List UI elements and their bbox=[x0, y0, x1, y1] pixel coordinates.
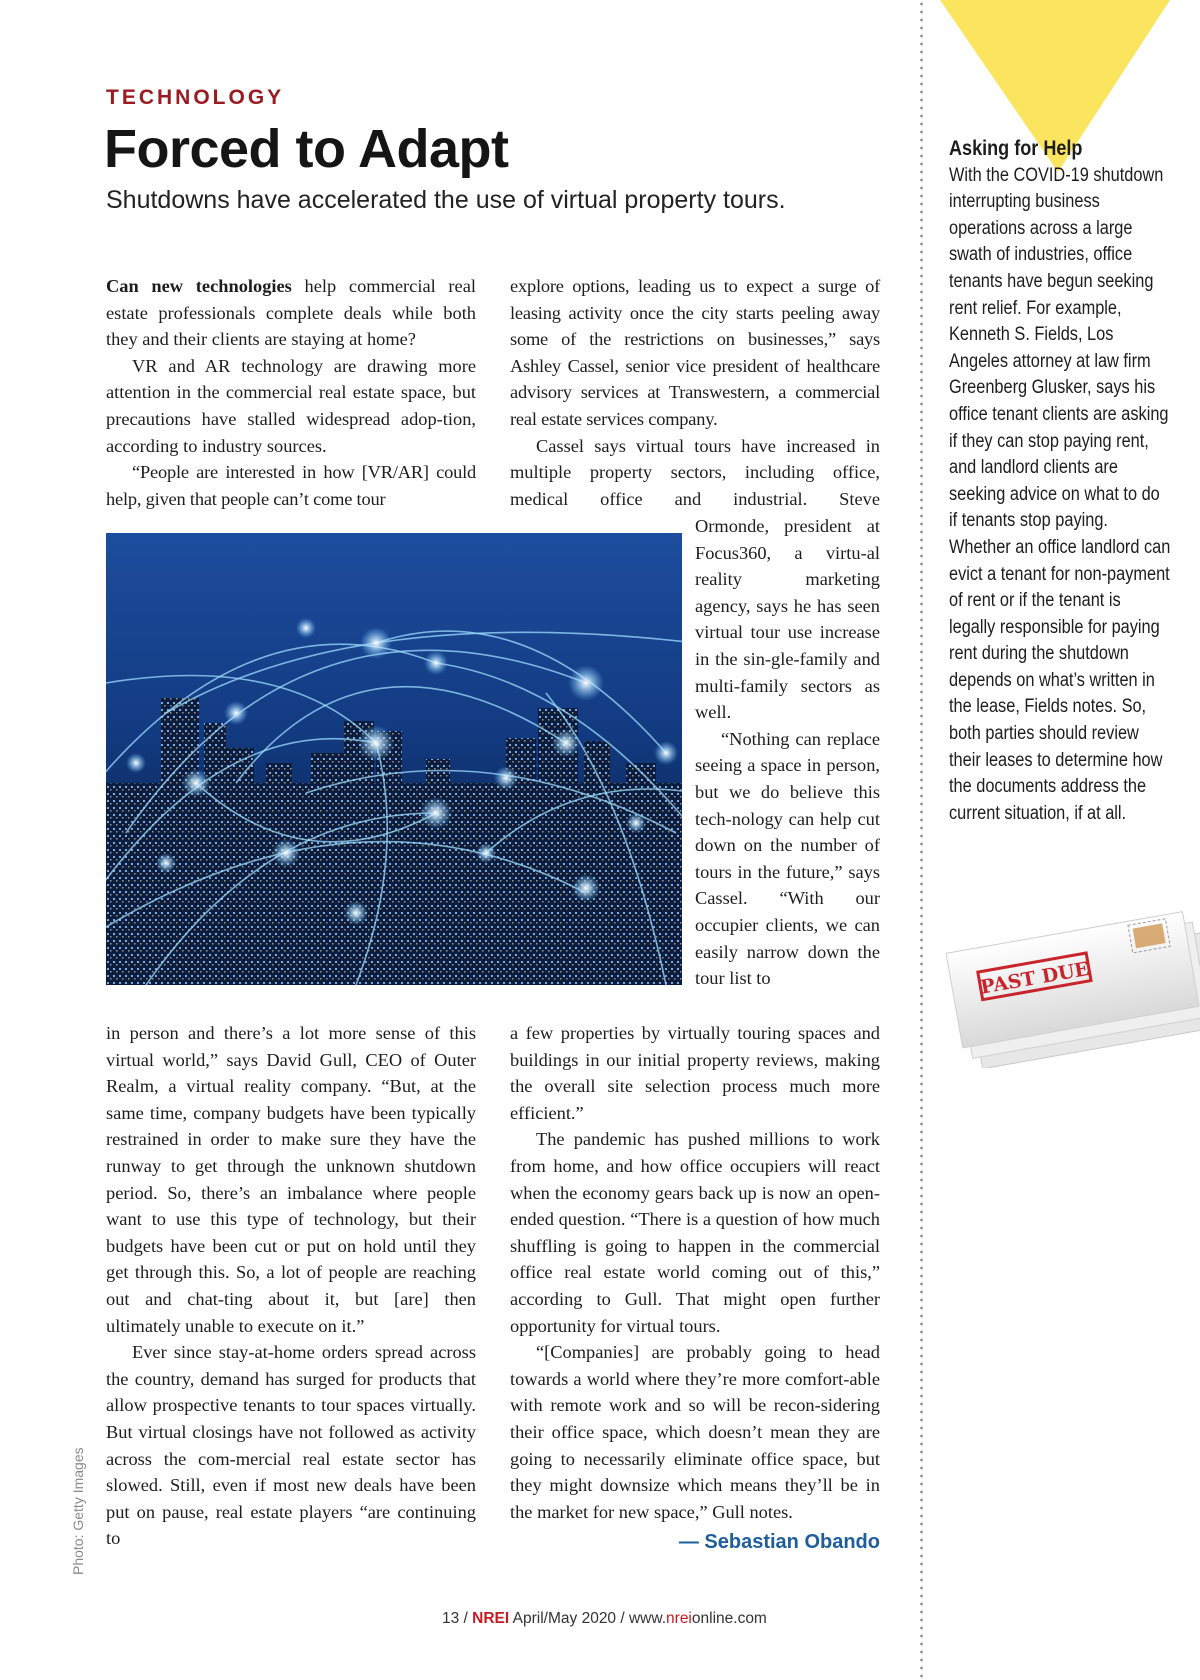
paragraph: VR and AR technology are drawing more attention in the commercial real estate space, but precautions have stalled widespread adop-tion, according to industry sources. bbox=[106, 355, 476, 456]
page-footer bbox=[442, 1610, 767, 1628]
sidebar-body: With the COVID-19 shutdown interrupting business operations across a large swath of industries, office tenants have begun seeking rent relief. For example, Kenneth S. Fields, Los Angeles attorney at law firm Greenberg Glusker, says his office tenant clients are asking if they can stop paying rent, and landlord clients are seeking advice on what to do if tenants stop paying. Whether an office landlord can evict a tenant for non-payment of rent or if the tenant is legally responsible for paying rent during the shutdown depends on what’s written in the lease, Fields notes. So, both parties should review their leases to determine how the documents address the current situation, if at all. bbox=[949, 164, 1171, 824]
city-network-image bbox=[106, 533, 682, 985]
column-1-bottom bbox=[106, 1020, 476, 1552]
sidebar-title: Asking for Help bbox=[949, 137, 1083, 160]
column-2-bottom bbox=[510, 1020, 880, 1556]
lead-in: Can new technologies bbox=[106, 276, 292, 296]
paragraph-text: help commercial real estate professionals complete deals while both they and their clients are staying at home? bbox=[106, 276, 476, 350]
deck: Shutdowns have accelerated the use of virtual property tours. bbox=[106, 186, 786, 214]
headline: Forced to Adapt bbox=[104, 119, 509, 179]
paragraph: Ormonde, president at Focus360, a virtu-al reality marketing agency, says he has seen virtual tour use increase in the sin-gle-family and multi-family sectors as well. bbox=[695, 516, 880, 723]
paragraph: Ever since stay-at-home orders spread across the country, demand has surged for products that allow prospective tenants to tour spaces virtually. But virtual closings have not followed as activity across the com-mercial real estate sector has slowed. Still, even if most new deals have been put on pause, real estate players “are continuing to bbox=[106, 1342, 476, 1549]
byline: — Sebastian Obando bbox=[678, 1531, 880, 1554]
url-brand[interactable]: nrei bbox=[666, 1610, 692, 1627]
url-prefix[interactable]: www. bbox=[628, 1610, 667, 1627]
brand-name: NREI bbox=[472, 1610, 510, 1627]
paragraph: “[Companies] are probably going to head towards a world where they’re more comfort-able with remote work and so will be recon-sidering their office space, which doesn’t mean they are going to necessarily eliminate office space, but they might downsize which means they’ll be in the market for new space,” Gull notes. bbox=[510, 1342, 880, 1522]
column-divider bbox=[920, 0, 923, 1680]
city-network-photo bbox=[106, 533, 682, 985]
paragraph: “People are interested in how [VR/AR] could help, given that people can’t come tour bbox=[106, 462, 476, 509]
page-number: 13 bbox=[442, 1610, 460, 1627]
past-due-envelopes-image bbox=[942, 908, 1200, 1068]
sidebar bbox=[949, 136, 1171, 827]
paragraph: The pandemic has pushed millions to work from home, and how office occupiers will react when the economy gears back up is now an open-ended question. “There is a question of how much shuffling is going to happen in the commercial office real estate world coming out of this,” according to Gull. That might open further opportunity for virtual tours. bbox=[510, 1129, 880, 1336]
past-due-text: PAST DUE bbox=[978, 957, 1091, 999]
paragraph bbox=[106, 273, 476, 353]
paragraph: “Nothing can replace seeing a space in person, but we do believe this tech-nology can help cut down on the number of tours in the future,” says Cassel. “With our occupier clients, we can easily narrow down the tour list to bbox=[695, 728, 880, 989]
column-2-top bbox=[510, 273, 880, 512]
photo-credit: Photo: Getty Images bbox=[70, 1447, 86, 1575]
section-label: TECHNOLOGY bbox=[106, 86, 285, 109]
paragraph: explore options, leading us to expect a surge of leasing activity once the city starts peeling away some of the restrictions on businesses,” says Ashley Cassel, senior vice president of healthcare advisory services at Transwestern, a commercial real estate services company. bbox=[510, 276, 880, 429]
column-1-top bbox=[106, 273, 476, 512]
paragraph: in person and there’s a lot more sense of this virtual world,” says David Gull, CEO of Outer Realm, a virtual reality company. “But, at the same time, company budgets have been typically restrained in order to make sure they have the runway to get through the unknown shutdown period. So, there’s an imbalance where people want to use this type of technology, but their budgets have been cut or put on hold until they get through this. So, a lot of people are reaching out and chat-ting about it, but [are] then ultimately unable to execute on it.” bbox=[106, 1023, 476, 1336]
paragraph: a few properties by virtually touring spaces and buildings in our initial property reviews, making the overall site selection process much more efficient.” bbox=[510, 1023, 880, 1123]
footer-separator: / bbox=[616, 1610, 629, 1627]
issue-date: April/May 2020 bbox=[509, 1610, 617, 1627]
footer-separator: / bbox=[459, 1610, 473, 1627]
paragraph: Cassel says virtual tours have increased in multiple property sectors, including office, medical office and industrial. Steve bbox=[510, 435, 880, 509]
url-suffix[interactable]: online.com bbox=[691, 1610, 767, 1627]
column-2-narrow bbox=[695, 513, 880, 992]
